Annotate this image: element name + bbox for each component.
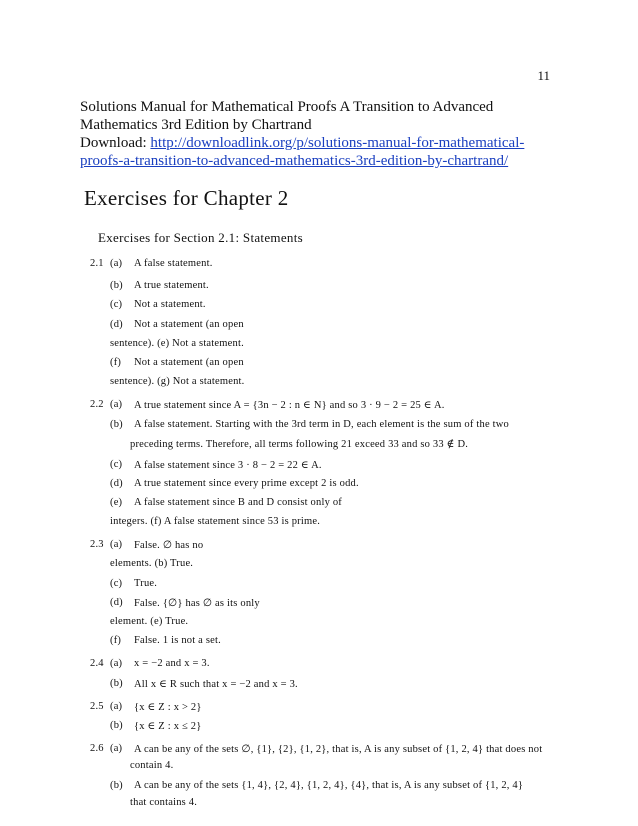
part-label: (a) (110, 743, 123, 754)
answer-text: A false statement since 3 · 8 − 2 = 22 ∈ A. (134, 460, 322, 471)
part-label: (a) (110, 658, 123, 669)
answer-text: A can be any of the sets ∅, {1}, {2}, {1, 2}, that is, A is any subset of {1, 2, 4} that does not (134, 744, 543, 755)
continuation-text: sentence). (g) Not a statement. (110, 376, 245, 387)
continuation-text: element. (e) True. (110, 616, 189, 627)
download-link-part-1[interactable]: http://downloadlink.org/p/solutions-manual-for-mathematical- (150, 135, 525, 151)
exercise-number: 2.5 (90, 701, 104, 712)
part-label: (b) (110, 419, 123, 430)
part-label: (c) (110, 459, 123, 470)
intro-line-2: Mathematics 3rd Edition by Chartrand (80, 117, 312, 133)
answer-text: A false statement since B and D consist only of (134, 497, 342, 508)
page-number: 11 (537, 68, 550, 83)
part-label: (d) (110, 597, 123, 608)
part-label: (b) (110, 780, 123, 791)
part-label: (b) (110, 720, 123, 731)
answer-text: {x ∈ Z : x > 2} (134, 702, 202, 713)
part-label: (a) (110, 539, 123, 550)
intro-line-1: Solutions Manual for Mathematical Proofs A Transition to Advanced (80, 99, 494, 115)
answer-text: A can be any of the sets {1, 4}, {2, 4}, {1, 2, 4}, {4}, that is, A is any subset of {1, 2, 4} (134, 780, 524, 791)
part-label: (a) (110, 399, 123, 410)
part-label: (d) (110, 319, 123, 330)
continuation-text: elements. (b) True. (110, 558, 194, 569)
continuation-text: sentence). (e) Not a statement. (110, 338, 244, 349)
part-label: (e) (110, 497, 123, 508)
part-label: (c) (110, 299, 123, 310)
download-link-part-2[interactable]: proofs-a-transition-to-advanced-mathematics-3rd-edition-by-chartrand/ (80, 153, 509, 169)
part-label: (f) (110, 357, 122, 368)
answer-text: True. (134, 578, 158, 589)
part-label: (a) (110, 701, 123, 712)
part-label: (d) (110, 478, 123, 489)
answer-text: x = −2 and x = 3. (134, 658, 210, 669)
part-label: (a) (110, 258, 123, 269)
download-label: Download: (80, 135, 151, 151)
continuation-text: preceding terms. Therefore, all terms following 21 exceed 33 and so 33 ∉ D. (130, 439, 469, 450)
exercise-number: 2.1 (90, 258, 104, 269)
answer-text: All x ∈ R such that x = −2 and x = 3. (134, 679, 298, 690)
answer-text: A true statement since every prime except 2 is odd. (134, 478, 359, 489)
answer-text: Not a statement (an open (134, 319, 244, 330)
continuation-text: contain 4. (130, 760, 174, 771)
answer-text: False. 1 is not a set. (134, 635, 221, 646)
answer-text: A false statement. (134, 258, 213, 269)
answer-text: A false statement. Starting with the 3rd term in D, each element is the sum of the two (134, 419, 509, 430)
answer-text: Not a statement. (134, 299, 206, 310)
exercise-number: 2.6 (90, 743, 104, 754)
answer-text: False. {∅} has ∅ as its only (134, 598, 260, 609)
answer-text: {x ∈ Z : x ≤ 2} (134, 721, 202, 732)
exercise-number: 2.3 (90, 539, 104, 550)
continuation-text: integers. (f) A false statement since 53 is prime. (110, 516, 321, 527)
part-label: (b) (110, 280, 123, 291)
part-label: (c) (110, 578, 123, 589)
exercise-number: 2.2 (90, 399, 104, 410)
chapter-title: Exercises for Chapter 2 (84, 186, 289, 210)
answer-text: A true statement since A = {3n − 2 : n ∈ N} and so 3 · 9 − 2 = 25 ∈ A. (134, 400, 445, 411)
exercise-number: 2.4 (90, 658, 104, 669)
continuation-text: that contains 4. (130, 797, 198, 808)
part-label: (f) (110, 635, 122, 646)
part-label: (b) (110, 678, 123, 689)
answer-text: False. ∅ has no (134, 540, 204, 551)
answer-text: Not a statement (an open (134, 357, 244, 368)
answer-text: A true statement. (134, 280, 209, 291)
section-title: Exercises for Section 2.1: Statements (98, 230, 303, 245)
